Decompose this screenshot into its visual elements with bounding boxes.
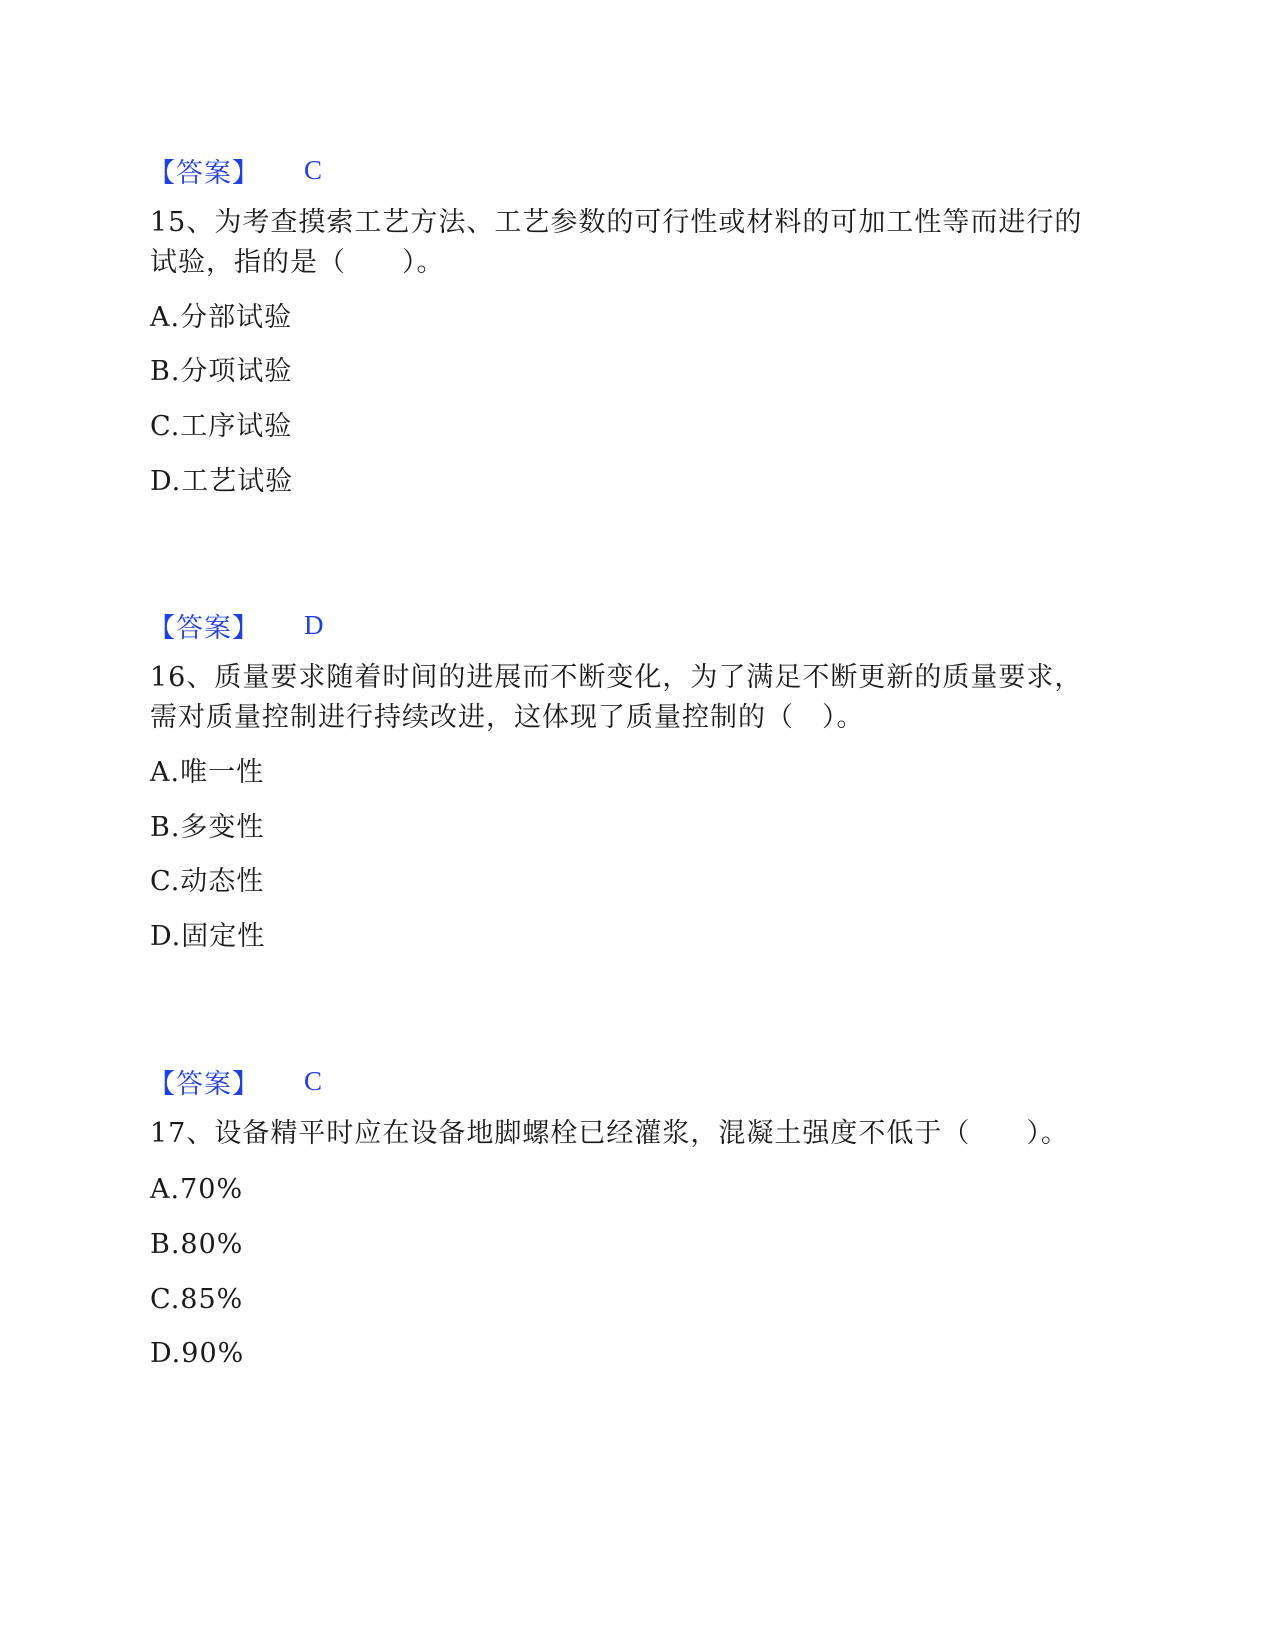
answer-line-16 [148,1061,322,1101]
answer-value: D [304,609,324,640]
question-16: 16、质量要求随着时间的进展而不断变化，为了满足不断更新的质量要求，需对质量控制进行持续改进，这体现了质量控制的（ ）。 [150,662,1083,733]
answer-value: C [304,154,323,185]
answer-label: 【答案】 [148,612,260,644]
option-15-c: C.工序试验 [150,411,293,442]
answer-line-14 [148,150,322,190]
option-16-d: D.固定性 [150,921,266,952]
answer-line-15 [148,605,324,645]
answer-value: C [304,1065,323,1096]
option-17-c: C.85% [150,1284,244,1315]
question-17: 17、设备精平时应在设备地脚螺栓已经灌浆，混凝土强度不低于（ ）。 [150,1118,1069,1149]
question-15: 15、为考查摸索工艺方法、工艺参数的可行性或材料的可加工性等而进行的试验，指的是（ ）。 [150,207,1083,278]
option-15-b: B.分项试验 [150,356,293,387]
option-16-c: C.动态性 [150,866,265,897]
option-16-b: B.多变性 [150,812,265,843]
option-17-d: D.90% [150,1338,245,1369]
option-15-a: A.分部试验 [150,302,293,333]
option-15-d: D.工艺试验 [150,466,294,497]
option-16-a: A.唯一性 [150,757,265,788]
option-17-b: B.80% [150,1229,244,1260]
answer-label: 【答案】 [148,157,260,189]
answer-label: 【答案】 [148,1068,260,1100]
option-17-a: A.70% [150,1174,244,1205]
